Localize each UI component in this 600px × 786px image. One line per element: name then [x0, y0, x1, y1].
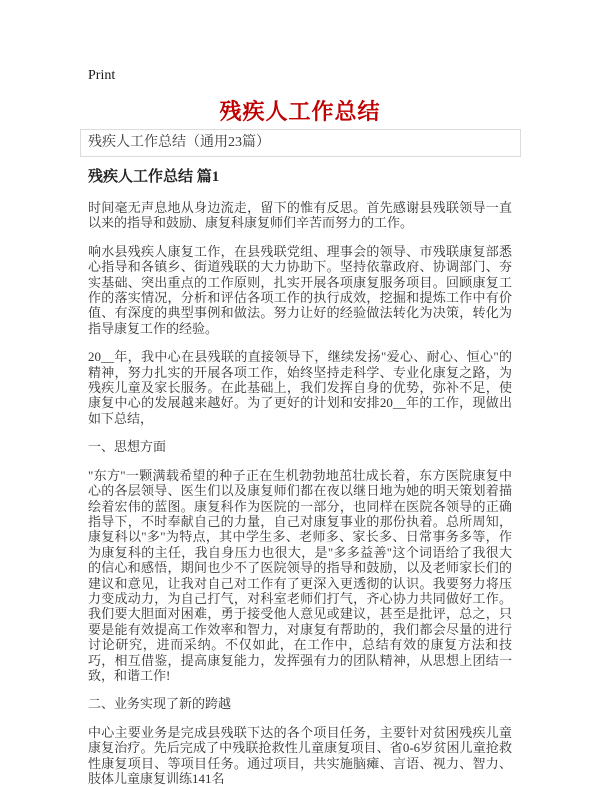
paragraph-intro-2: 响水县残疾人康复工作，在县残联党组、理事会的领导、市残联康复部悉心指导和各镇乡、街道残联的大力协助下。坚持依靠政府、协调部门、夯实基础、突出重点的工作原则，扎实开展各项康复服务项目。回顾康复工作的落实情况，分析和评估各项工作的执行成效，挖掘和提炼工作中有价值、有深度的典型事例和做法。努力让好的经验做法转化为决策，转化为指导康复工作的经验。: [88, 243, 512, 336]
paragraph-section-1: "东方"一颗满载希望的种子正在生机勃勃地茁壮成长着，东方医院康复中心的各层领导、医生们以及康复师们都在夜以继日地为她的明天策划着描绘着宏伟的蓝图。康复科作为医院的一部分，也同样在医院各领导的正确指导下，不时奉献自己的力量，自己对康复事业的那份执着。总所周知，康复科以"多"为特点，其中学生多、老师多、家长多、日常事务多等，作为康复科的主任，我自身压力也很大，是"多多益善"这个词语给了我很大的信心和感悟，期间也少不了医院领导的指导和鼓励，以及老师家长们的建议和意见，让我对自己对工作有了更深入更透彻的认识。我要努力将压力变成动力，为自己打气，对科室老师们打气，齐心协力共同做好工作。我们要大胆面对困难，勇于接受他人意见或建议，甚至是批评，总之，只要是能有效提高工作效率和智力，对康复有帮助的，我们都会尽量的进行讨论研究，进而采纳。不仅如此，在工作中，总结有效的康复方法和技巧，相互借鉴，提高康复能力，发挥强有力的团队精神，从思想上团结一致，和谐工作!: [88, 467, 512, 683]
paragraph-intro-3: 20__年，我中心在县残联的直接领导下，继续发扬"爱心、耐心、恒心"的精神，努力扎实的开展各项工作，始终坚持走科学、专业化康复之路，为残疾儿童及家长服务。在此基础上，我们发挥自身的优势，弥补不足，使康复中心的发展越来越好。为了更好的计划和安排20__年的工作，现做出如下总结，: [88, 349, 512, 426]
page-title: 残疾人工作总结: [219, 99, 381, 124]
article-body: [88, 200, 512, 786]
print-button[interactable]: Print: [88, 68, 116, 83]
subtitle-box: [80, 129, 521, 157]
subtitle-text: 残疾人工作总结（通用23篇）: [88, 135, 270, 150]
article-section-title: 残疾人工作总结 篇1: [88, 169, 220, 185]
paragraph-intro-1: 时间毫无声息地从身边流走，留下的惟有反思。首先感谢县残联领导一直以来的指导和鼓励、康复科康复师们辛苦而努力的工作。: [88, 200, 512, 231]
paragraph-section-2: 中心主要业务是完成县残联下达的各个项目任务，主要针对贫困残疾儿童康复治疗。先后完成了中残联抢救性儿童康复项目、省0-6岁贫困儿童抢救性康复项目、等项目任务。通过项目，共实施脑瘫、言语、视力、智力、肢体儿童康复训练141名: [88, 724, 512, 786]
section-heading-2: 二、业务实现了新的跨越: [88, 696, 232, 712]
section-heading-1: 一、思想方面: [88, 439, 167, 455]
